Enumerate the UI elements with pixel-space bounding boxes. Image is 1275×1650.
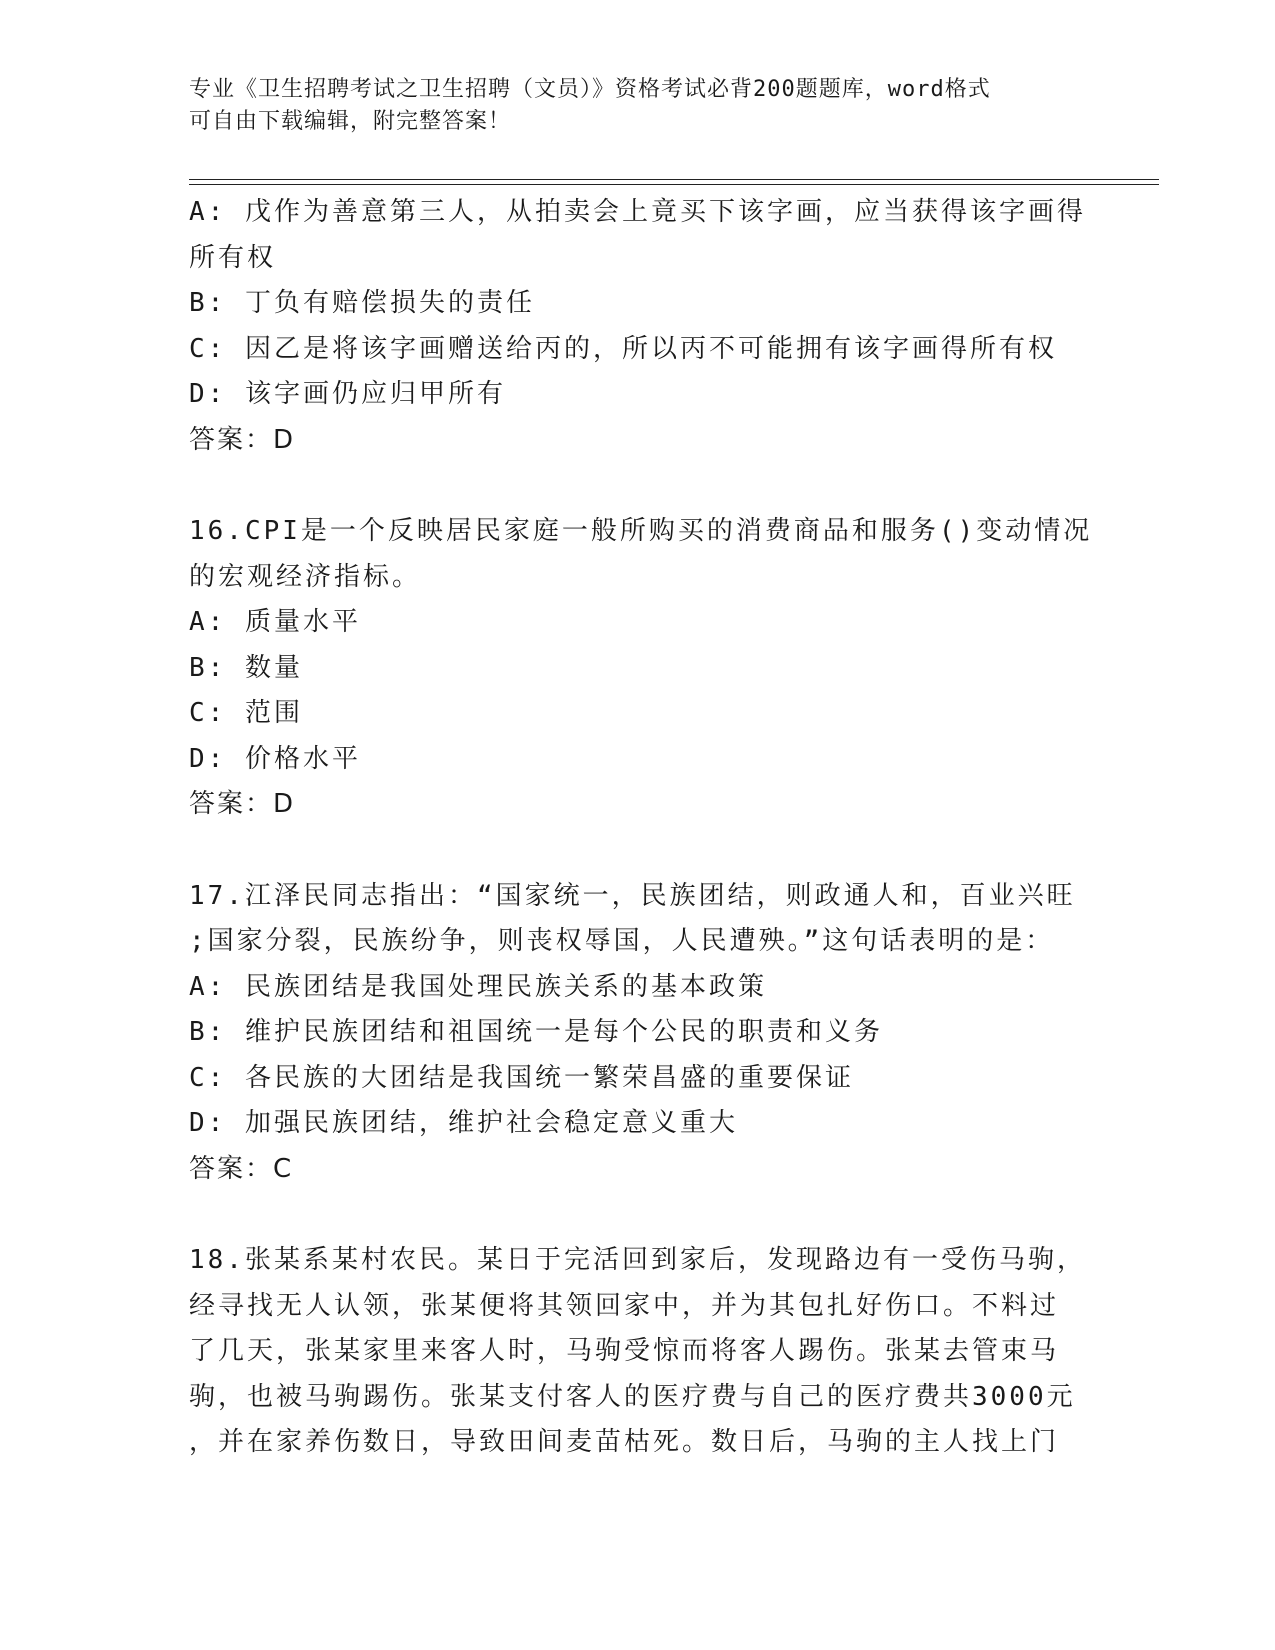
- option-d: D: 加强民族团结，维护社会稳定意义重大: [189, 1108, 738, 1138]
- question-stem-line-1: 18.张某系某村农民。某日于完活回到家后，发现路边有一受伤马驹，: [189, 1245, 1086, 1275]
- question-stem-line-3: 了几天，张某家里来客人时，马驹受惊而将客人踢伤。张某去管束马: [189, 1336, 1060, 1366]
- option-a-line-1: A: 戊作为善意第三人，从拍卖会上竟买下该字画，应当获得该字画得: [189, 197, 1086, 227]
- option-a: A: 民族团结是我国处理民族关系的基本政策: [189, 971, 767, 1002]
- question-17: [189, 874, 1089, 1193]
- spacer: [189, 828, 1089, 874]
- option-b: B: 数量: [189, 652, 303, 683]
- header-divider-top: [189, 179, 1159, 180]
- question-stem-line-2: 经寻找无人认领，张某便将其领回家中，并为其包扎好伤口。不料过: [189, 1290, 1060, 1321]
- option-b: B: 丁负有赔偿损失的责任: [189, 288, 535, 318]
- header-divider-bottom: [189, 184, 1159, 185]
- option-a-line-2: 所有权: [189, 242, 277, 273]
- question-stem-line-2: ;国家分裂，民族纷争，则丧权辱国，人民遭殃。”这句话表明的是：: [189, 926, 1055, 956]
- answer-label: 答案：D: [189, 789, 296, 819]
- option-a: A: 质量水平: [189, 607, 361, 637]
- option-c: C: 因乙是将该字画赠送给丙的，所以丙不可能拥有该字画得所有权: [189, 333, 1057, 364]
- spacer: [189, 463, 1089, 509]
- option-d: D: 价格水平: [189, 743, 361, 774]
- document-header: [189, 74, 1069, 138]
- answer-label: 答案：D: [189, 424, 296, 455]
- option-c: C: 范围: [189, 698, 303, 728]
- option-c: C: 各民族的大团结是我国统一繁荣昌盛的重要保证: [189, 1062, 854, 1093]
- header-line-2: 可自由下载编辑，附完整答案！: [189, 109, 512, 134]
- question-18: [189, 1238, 1089, 1466]
- question-stem-line-2: 的宏观经济指标。: [189, 561, 422, 592]
- question-stem-line-1: 17.江泽民同志指出：“国家统一，民族团结，则政通人和，百业兴旺: [189, 880, 1076, 911]
- answer-label: 答案：C: [189, 1153, 294, 1184]
- option-b: B: 维护民族团结和祖国统一是每个公民的职责和义务: [189, 1017, 883, 1047]
- header-line-1: 专业《卫生招聘考试之卫生招聘（文员）》资格考试必背200题题库，word格式: [189, 77, 991, 102]
- spacer: [189, 1192, 1089, 1238]
- question-list: [189, 190, 1093, 1466]
- question-stem-line-1: 16.CPI是一个反映居民家庭一般所购买的消费商品和服务()变动情况: [189, 516, 1093, 546]
- question-stem-line-5: ，并在家养伤数日，导致田间麦苗枯死。数日后，马驹的主人找上门: [189, 1427, 1060, 1457]
- question-15: [189, 190, 1089, 463]
- question-16: [189, 509, 1093, 828]
- question-stem-line-4: 驹，也被马驹踢伤。张某支付客人的医疗费与自己的医疗费共3000元: [189, 1381, 1076, 1412]
- option-d: D: 该字画仍应归甲所有: [189, 379, 506, 409]
